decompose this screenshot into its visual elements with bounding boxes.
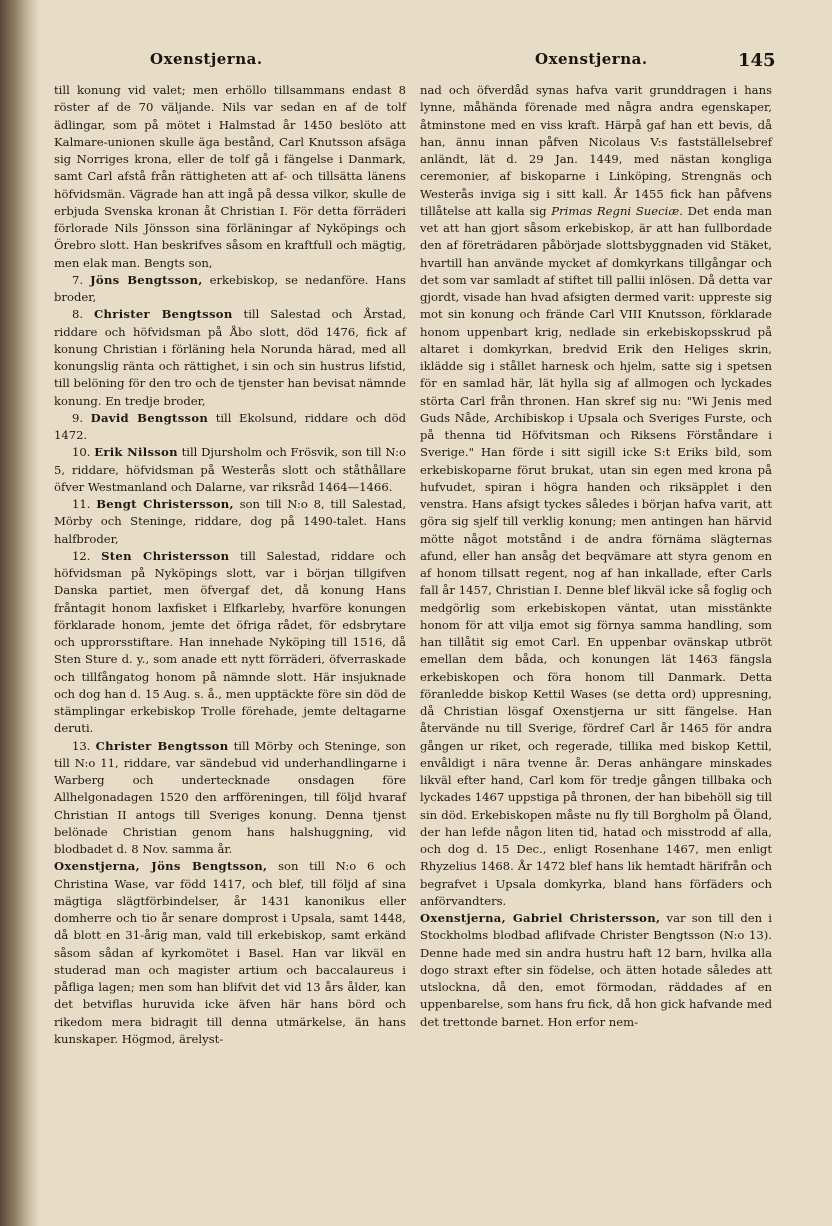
entry-name: David Bengtsson [90, 410, 209, 425]
entry-12 [54, 548, 406, 738]
entry-text: till Ekolsund, riddare och död 1472. [54, 410, 407, 442]
running-head-left: Oxenstjerna. [150, 50, 263, 68]
entry-11 [54, 496, 406, 548]
paragraph: till konung vid valet; men erhöllo tillsammans endast 8 röster af de 70 väljande. Nils var sedan en af de tolf ädlingar, som på mötet i Halmstad år 1450 beslöto att Kalmare-unionen skulle äga bestånd, Carl Knutsson afsäga sig Norriges krona, eller de tolf gå i fängelse i Danmark, samt Carl afstå från rättigheten att af- och tillsätta länens höfvidsmän. Vägrade han att ingå på dessa vilkor, skulle de erbjuda Svenska kronan åt Christian I. För detta förräderi förlorade Nils Jönsson sina förläningar af Nyköpings och Örebro slott. Han beskrifves såsom en kraftfull och mägtig, men elak man. Bengts son, [54, 83, 406, 270]
left-column [54, 82, 406, 1048]
entry-number: 11. [72, 497, 91, 511]
entry-name: Bengt Christersson, [96, 497, 234, 511]
entry-13 [54, 738, 406, 859]
running-head-right: Oxenstjerna. [535, 50, 648, 68]
entry-text: son till N:o 8, till Salestad, Mörby och Steninge, riddare, dog på 1490-talet. Hans halfbroder, [54, 497, 407, 546]
article-text: son till N:o 6 och Christina Wase, var född 1417, och blef, till följd af sina mägtiga slägtförbindelser, år 1431 kanonikus eller domherre och tio år senare domprost i Upsala, samt 1448, då blott en 31-årig man, vald till erkebiskop, samt erkänd såsom sådan af kyrkomötet i Basel. Han var likväl en studerad man och magister artium och baccalaureus i påfliga lagen; men som han blifvit det vid 13 års ålder, kan det betviflas huruvida icke äfven här hans börd och rikedom mera bidragit till denna utmärkelse, än hans kunskaper. Högmod, ärelyst- [54, 859, 407, 1046]
entry-name: Christer Bengtsson [94, 307, 233, 322]
entry-8 [54, 306, 406, 410]
entry-name: Christer Bengtsson [95, 738, 229, 753]
entry-text: erkebiskop, se nedanföre. Hans broder, [54, 272, 406, 304]
entry-number: 9. [72, 410, 84, 425]
entry-text: till Djursholm och Frösvik, son till N:o 5, riddare, höfvidsman på Westerås slott och ståthållare öfver Westmanland och Dalarne, var riksråd 1464—1466. [54, 445, 406, 494]
entry-10 [54, 444, 406, 496]
article-headword: Oxenstjerna, Jöns Bengtsson, [54, 859, 268, 874]
entry-name: Jöns Bengtsson, [90, 272, 203, 287]
paragraph-text: Det enda man vet att han gjort såsom erkebiskop, är att han fullbordade den af företrädaren påbörjade slottsbyggnaden vid Stäket, hvartill han använde mycket af domkyrkans tillgångar och det som var samladt af stiftet till pallii inlösen. Då detta var gjordt, visade han hvad afsigten dermed varit: uppreste sig mot sin konung och frände Carl VIII Knutsson, förklarade honom uppenbart krig, nedlade sin erkebiskopsskrud på altaret i domkyrkan, bredvid Erik den Heliges skrin, iklädde sig i stållet harnesk och hjelm, satte sig i spetsen för en samlad här, lät hylla sig af allmogen och lyckades störta Carl från thronen. Han skref sig nu: "Wi Jenis med Guds Nåde, Archibiskop i Upsala och Sveriges Furste, och på thenna tid Höfvitsman och Riksens Förståndare i Sverige." Han förde i sitt sigill icke S:t Eriks bild, som erkebiskoparne förut brukat, utan sin egen med krona på hufvudet, spiran i högra handen och riksäpplet i den venstra. Hans afsigt tyckes således i början hafva varit, att göra sig sjelf till verklig konung; men antingen han härvid mötte något motstånd i de andra förnäma slägternas afund, eller han ansåg det beqvämare att styra genom en af honom tillsatt regent, nog af han inkallade, efter Carls fall år 1457, Christian I. Denne blef likväl icke så foglig och medgörlig som erkebiskopen väntat, utan misstänkte honom för att vilja emot sig förnya samma handling, som han tillåtit sig emot Carl. En uppenbar ovänskap utbröt emellan dem båda, och konungen lät 1463 fängsla erkebiskopen och föra honom till Danmark. Detta föranledde biskop Kettil Wases (se detta ord) uppresning, då Christian lösgaf Oxenstjerna ur sitt fängelse. Han återvände nu till Sverige, fördref Carl år 1465 för andra gången ur riket, och regerade, tillika med biskop Kettil, envåldigt i nära tvenne år. Deras anhängare minskades likväl efter hand, Carl kom för tredje gången tillbaka och lyckades 1467 uppstiga på thronen, der han bibehöll sig till sin död. Erkebiskopen måste nu fly till Borgholm på Öland, der han lefde någon liten tid, hatad och misstrodd af alla, och dog d. 15 Dec., enligt Rosenhane 1467, men enligt Rhyzelius 1468. År 1472 blef hans lik hemtadt härifrån och begrafvet i Upsala domkyrka, bland hans förfäders och anförvandters. [420, 203, 773, 908]
entry-text: till Salestad, riddare och höfvidsman på Nyköpings slott, var i början tillgifven Danska partiet, men öfvergaf det, då konung Hans fråntagit honom laxfisket i Elfkarleby, hvarföre konungen förklarade honom, jemte det öfriga rådet, för edsbrytare och upprorsstiftare. Han innehade Nyköping till 1516, då Sten Sture d. y., som anade ett nytt förräderi, öfverraskade och tillfångatog honom på nämnde slott. Här insjuknade och dog han d. 15 Aug. s. å., men upptäckte före sin död de stämplingar erkebiskop Trolle förehade, jemte deltagarne deruti. [54, 548, 406, 736]
entry-9 [54, 410, 406, 445]
entry-name: Sten Christersson [101, 548, 230, 563]
entry-number: 7. [72, 272, 84, 287]
paragraph [420, 82, 772, 910]
entry-text: till Mörby och Steninge, son till N:o 11, riddare, var sändebud vid underhandlingarne i Warberg och undertecknade onsdagen före Allhelgonadagen 1520 den arfföreningen, till följd hvaraf Christian II antogs till Sveriges konung. Denna tjenst belönade Christian genom hans halshuggning, vid blodbadet d. 8 Nov. samma år. [54, 738, 406, 856]
entry-number: 10. [72, 445, 91, 460]
book-spine-shadow [0, 0, 40, 1226]
paragraph-text: nad och öfverdåd synas hafva varit grunddragen i hans lynne, måhända förenade med några andra egenskaper, åtminstone med en viss kraft. Härpå gaf han ett bevis, då han, ännu innan påfven Nicolaus V:s fastställelsebref anländt, lät d. 29 Jan. 1449, med nästan kongliga ceremonier, af biskoparne i Linköping, Strengnäs och Westerås inviga sig i sitt kall. År 1455 fick han påfvens tillåtelse att kalla sig [420, 83, 772, 218]
entry-number: 8. [72, 307, 84, 322]
entry-number: 13. [72, 738, 91, 753]
entry-text: till Salestad och Årstad, riddare och höfvidsman på Åbo slott, död 1476, fick af konung Christian i förläning hela Norunda härad, med all konungslig ränta och rättighet, i sin och sin hustrus lifstid, till belöning för den tro och de tjenster han bevisat nämnde konung. En tredje broder, [54, 307, 407, 408]
entry-number: 12. [72, 548, 91, 563]
latin-title: Primas Regni Sueciæ. [551, 203, 683, 218]
page-number: 145 [738, 50, 776, 71]
right-column [420, 82, 772, 1031]
article-text: var son till den i Stockholms blodbad aflifvade Christer Bengtsson (N:o 13). Denne hade med sin andra hustru haft 12 barn, hvilka alla dogo straxt efter sin födelse, och ätten hotade således att utslockna, då den, emot förmodan, räddades af en uppenbarelse, som hans fru fick, då hon gick hafvande med det trettonde barnet. Hon erfor nem- [420, 911, 773, 1029]
entry-name: Erik Nilsson [94, 445, 178, 460]
article-jons-bengtsson [54, 858, 406, 1048]
entry-7 [54, 272, 406, 307]
article-gabriel-christersson [420, 910, 772, 1031]
article-headword: Oxenstjerna, Gabriel Christersson, [420, 911, 661, 925]
